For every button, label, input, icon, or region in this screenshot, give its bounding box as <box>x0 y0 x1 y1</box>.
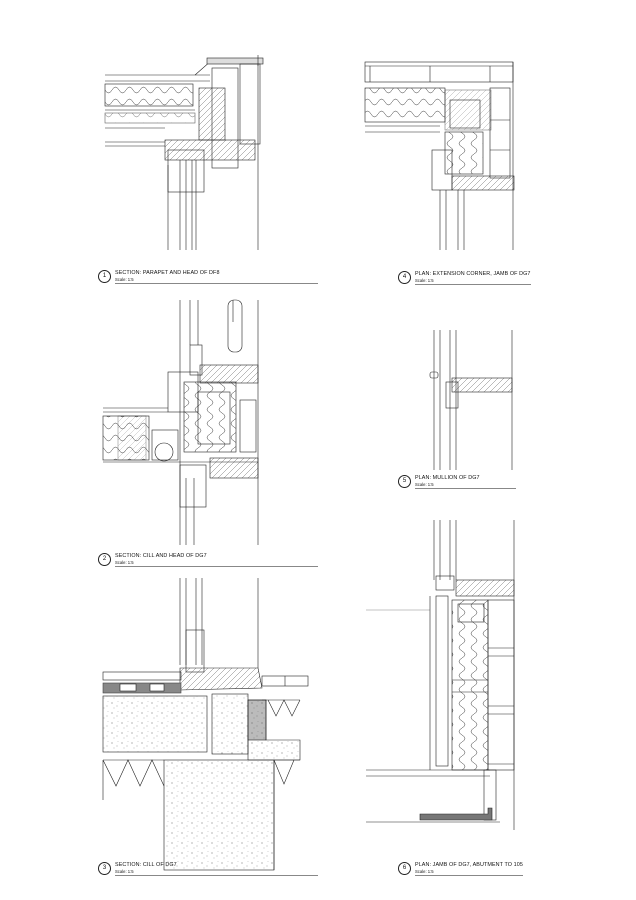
detail-1-drawing <box>105 55 263 250</box>
detail-5-drawing <box>430 330 512 470</box>
detail-2-scale: Scale: 1:5 <box>115 560 134 565</box>
detail-4-drawing <box>365 62 514 250</box>
detail-5-number: 5 <box>398 475 411 488</box>
detail-2-drawing <box>103 300 258 545</box>
detail-4-number: 4 <box>398 271 411 284</box>
detail-6-drawing <box>366 520 514 830</box>
detail-3-number: 3 <box>98 862 111 875</box>
detail-2-caption <box>98 553 318 567</box>
detail-4-scale: Scale: 1:5 <box>415 278 434 283</box>
detail-3-caption <box>98 862 318 876</box>
detail-5-title: PLAN: MULLION OF DG7 <box>415 475 480 481</box>
detail-1-scale: Scale: 1:5 <box>115 277 134 282</box>
detail-3-drawing <box>103 578 308 870</box>
detail-5-scale: Scale: 1:5 <box>415 482 434 487</box>
detail-5-caption <box>398 475 516 489</box>
detail-4-title: PLAN: EXTENSION CORNER, JAMB OF DG7 <box>415 271 531 277</box>
detail-3-scale: Scale: 1:5 <box>115 869 134 874</box>
detail-2-number: 2 <box>98 553 111 566</box>
detail-1-caption <box>98 270 318 284</box>
detail-1-title: SECTION: PARAPET AND HEAD OF DF8 <box>115 270 220 276</box>
detail-1-number: 1 <box>98 270 111 283</box>
detail-6-scale: Scale: 1:5 <box>415 869 434 874</box>
detail-6-title: PLAN: JAMB OF DG7, ABUTMENT TO 105 <box>415 862 523 868</box>
detail-3-title: SECTION: CILL OF DG7 <box>115 862 177 868</box>
detail-2-title: SECTION: CILL AND HEAD OF DG7 <box>115 553 207 559</box>
detail-6-caption <box>398 862 523 876</box>
detail-4-caption <box>398 271 531 285</box>
detail-6-number: 6 <box>398 862 411 875</box>
